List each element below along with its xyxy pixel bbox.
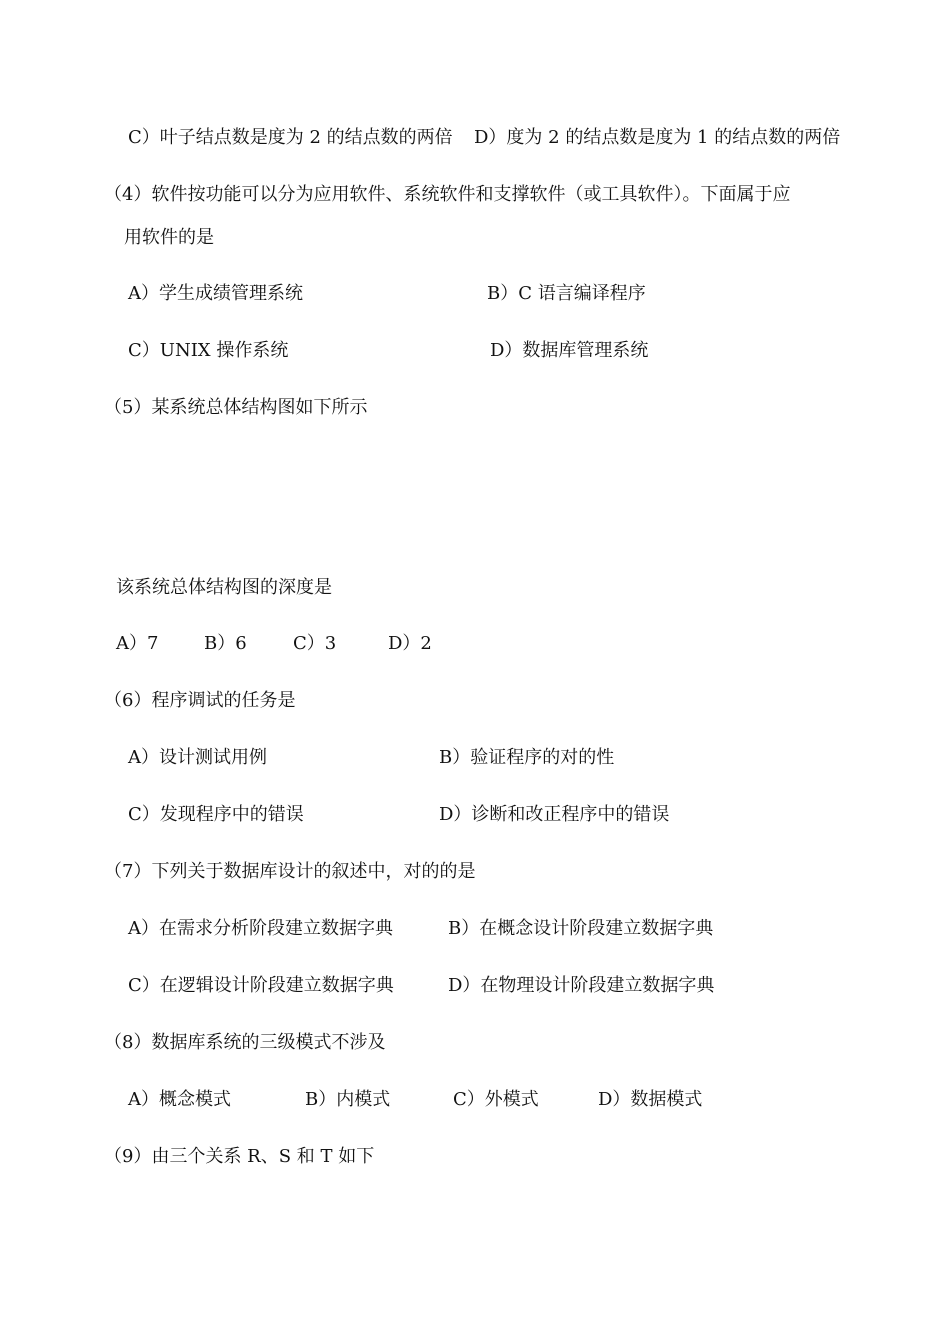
q8-option-a: A）概念模式 — [128, 1089, 231, 1110]
q5-option-c: C）3 — [293, 633, 337, 654]
q3-option-c: C）叶子结点数是度为 2 的结点数的两倍 — [128, 127, 453, 148]
q3-option-d: D）度为 2 的结点数是度为 1 的结点数的两倍 — [474, 127, 841, 148]
q5-stem: （5）某系统总体结构图如下所示 — [104, 397, 368, 418]
q7-option-a: A）在需求分析阶段建立数据字典 — [128, 918, 393, 939]
q5-option-a: A）7 — [116, 633, 159, 654]
q4-option-a: A）学生成绩管理系统 — [128, 283, 303, 304]
q8-option-c: C）外模式 — [453, 1089, 539, 1110]
q4-option-d: D）数据库管理系统 — [490, 340, 649, 361]
q4-option-c: C）UNIX 操作系统 — [128, 340, 289, 361]
q8-option-b: B）内模式 — [305, 1089, 391, 1110]
q5-option-b: B）6 — [204, 633, 247, 654]
q8-stem: （8）数据库系统的三级模式不涉及 — [104, 1032, 386, 1053]
q9-stem: （9）由三个关系 R、S 和 T 如下 — [104, 1146, 375, 1167]
q7-option-b: B）在概念设计阶段建立数据字典 — [448, 918, 714, 939]
q6-option-d: D）诊断和改正程序中的错误 — [439, 804, 670, 825]
q5-option-d: D）2 — [388, 633, 432, 654]
q4-option-b: B）C 语言编译程序 — [487, 283, 646, 304]
q5-question: 该系统总体结构图的深度是 — [116, 577, 332, 598]
q6-stem: （6）程序调试的任务是 — [104, 690, 296, 711]
q6-option-c: C）发现程序中的错误 — [128, 804, 304, 825]
q7-option-d: D）在物理设计阶段建立数据字典 — [448, 975, 715, 996]
q6-option-b: B）验证程序的对的性 — [439, 747, 615, 768]
q4-stem-line2: 用软件的是 — [124, 227, 214, 248]
q7-option-c: C）在逻辑设计阶段建立数据字典 — [128, 975, 394, 996]
q4-stem-line1: （4）软件按功能可以分为应用软件、系统软件和支撑软件（或工具软件）。下面属于应 — [104, 184, 791, 205]
q7-stem: （7）下列关于数据库设计的叙述中，对的的是 — [104, 861, 476, 882]
q6-option-a: A）设计测试用例 — [128, 747, 267, 768]
q8-option-d: D）数据模式 — [598, 1089, 703, 1110]
